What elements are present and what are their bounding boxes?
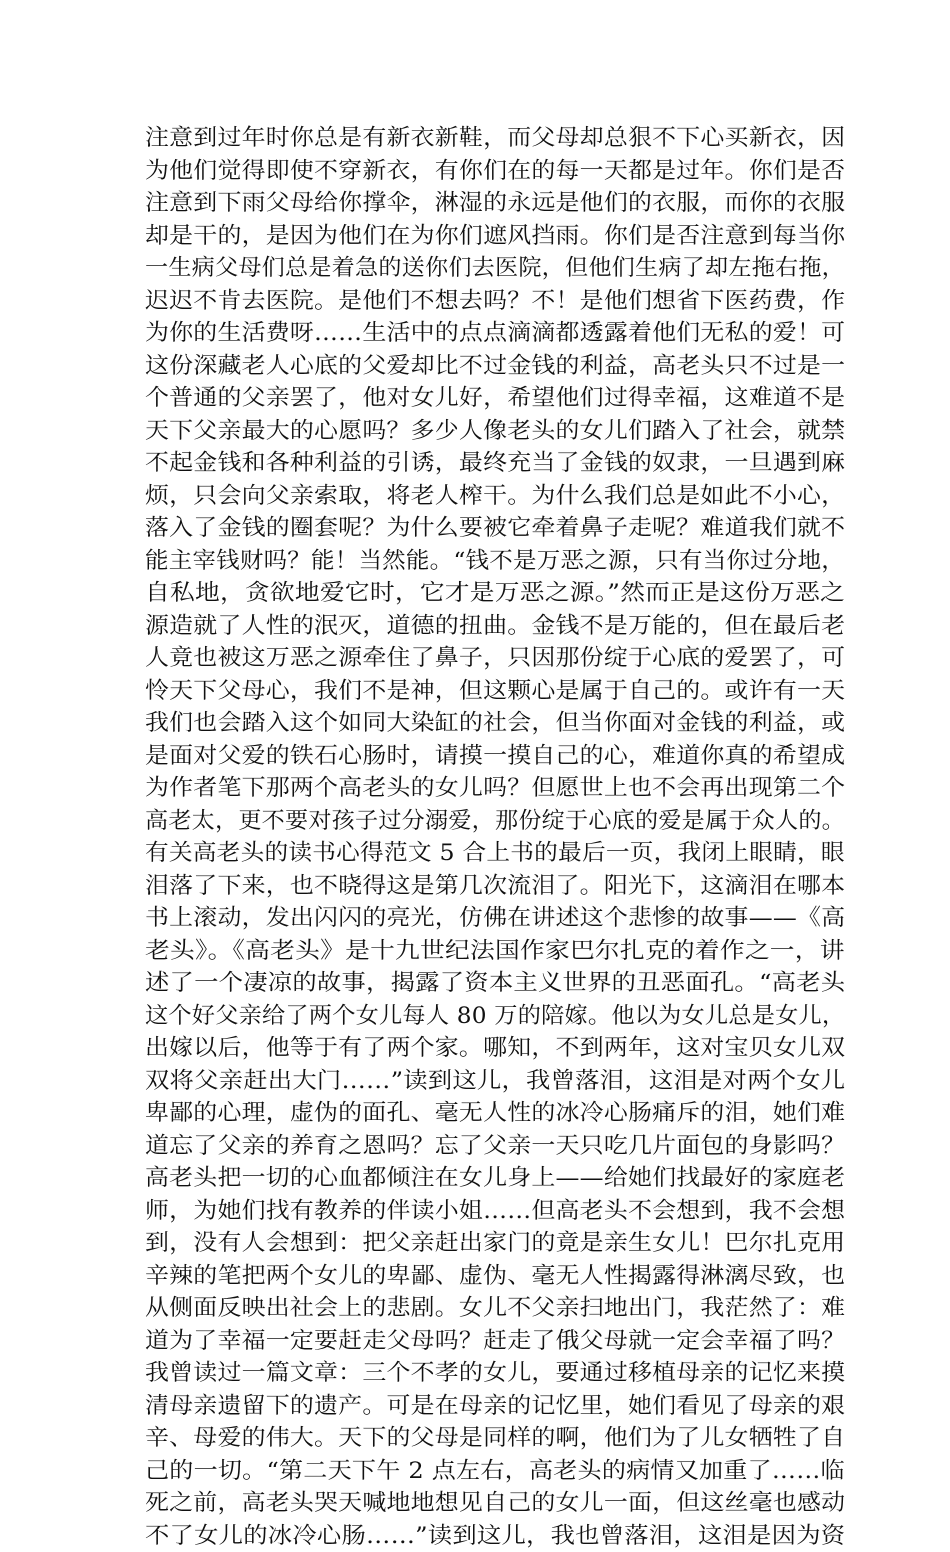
text-line: 出嫁以后，他等于有了两个家。哪知，不到两年，这对宝贝女儿双	[145, 1032, 890, 1065]
text-line: 烦，只会向父亲索取，将老人榨干。为什么我们总是如此不小心，	[145, 480, 890, 513]
text-line: 书上滚动，发出闪闪的亮光，仿佛在讲述这个悲惨的故事——《高	[145, 902, 890, 935]
text-line: 迟迟不肯去医院。是他们不想去吗？不！是他们想省下医药费，作	[145, 285, 890, 318]
text-line: 注意到下雨父母给你撑伞，淋湿的永远是他们的衣服，而你的衣服	[145, 187, 890, 220]
text-line: 能主宰钱财吗？能！当然能。“钱不是万恶之源，只有当你过分地，	[145, 545, 876, 578]
text-line: 师，为她们找有教养的伴读小姐……但高老头不会想到，我不会想	[145, 1195, 890, 1228]
text-line: 我曾读过一篇文章：三个不孝的女儿，要通过移植母亲的记忆来摸	[145, 1357, 890, 1390]
text-line: 辛、母爱的伟大。天下的父母是同样的啊，他们为了儿女牺牲了自	[145, 1422, 890, 1455]
text-line: 落入了金钱的圈套呢？为什么要被它牵着鼻子走呢？难道我们就不	[145, 512, 890, 545]
text-line: 天下父亲最大的心愿吗？多少人像老头的女儿们踏入了社会，就禁	[145, 415, 890, 448]
text-line: 老头》。《高老头》是十九世纪法国作家巴尔扎克的着作之一，讲	[145, 935, 915, 968]
text-line: 我们也会踏入这个如同大染缸的社会，但当你面对金钱的利益，或	[145, 707, 890, 740]
text-line: 为他们觉得即使不穿新衣，有你们在的每一天都是过年。你们是否	[145, 155, 890, 188]
text-line: 泪落了下来，也不晓得这是第几次流泪了。阳光下，这滴泪在哪本	[145, 870, 890, 903]
text-line: 高老太，更不要对孩子过分溺爱，那份绽于心底的爱是属于众人的。	[145, 805, 865, 838]
body-text	[145, 122, 845, 1552]
text-line: 自私地，贪欲地爱它时，它才是万恶之源。”然而正是这份万恶之	[145, 577, 915, 610]
text-line: 卑鄙的心理，虚伪的面孔、毫无人性的冰冷心肠痛斥的泪，她们难	[145, 1097, 890, 1130]
text-line: 到，没有人会想到：把父亲赶出家门的竟是亲生女儿！巴尔扎克用	[145, 1227, 890, 1260]
text-line: 高老头把一切的心血都倾注在女儿身上——给她们找最好的家庭老	[145, 1162, 890, 1195]
text-line: 有关高老头的读书心得范文 5 合上书的最后一页，我闭上眼睛，眼	[145, 837, 882, 870]
text-line: 道忘了父亲的养育之恩吗？忘了父亲一天只吃几片面包的身影吗？	[145, 1130, 890, 1163]
text-line: 死之前，高老头哭天喊地地想见自己的女儿一面，但这丝毫也感动	[145, 1487, 890, 1520]
text-line: 不了女儿的冰冷心肠……”读到这儿，我也曾落泪，这泪是因为资	[145, 1520, 902, 1552]
text-line: 却是干的，是因为他们在为你们遮风挡雨。你们是否注意到每当你	[145, 220, 890, 253]
text-line: 人竟也被这万恶之源牵住了鼻子，只因那份绽于心底的爱罢了，可	[145, 642, 890, 675]
text-line: 述了一个凄凉的故事，揭露了资本主义世界的丑恶面孔。“高老头	[145, 967, 902, 1000]
text-line: 从侧面反映出社会上的悲剧。女儿不父亲扫地出门，我茫然了：难	[145, 1292, 890, 1325]
text-line: 己的一切。“第二天下午 2 点左右，高老头的病情又加重了……临	[145, 1455, 894, 1488]
text-line: 清母亲遗留下的遗产。可是在母亲的记忆里，她们看见了母亲的艰	[145, 1390, 890, 1423]
text-line: 不起金钱和各种利益的引诱，最终充当了金钱的奴隶，一旦遇到麻	[145, 447, 890, 480]
text-line: 为你的生活费呀……生活中的点点滴滴都透露着他们无私的爱！可	[145, 317, 890, 350]
text-line: 辛辣的笔把两个女儿的卑鄙、虚伪、毫无人性揭露得淋漓尽致，也	[145, 1260, 890, 1293]
text-line: 一生病父母们总是着急的送你们去医院，但他们生病了却左拖右拖，	[145, 252, 865, 285]
text-line: 双将父亲赶出大门……”读到这儿，我曾落泪，这泪是对两个女儿	[145, 1065, 902, 1098]
text-line: 这个好父亲给了两个女儿每人 80 万的陪嫁。他以为女儿总是女儿，	[145, 1000, 867, 1033]
text-line: 这份深藏老人心底的父爱却比不过金钱的利益，高老头只不过是一	[145, 350, 890, 383]
text-line: 注意到过年时你总是有新衣新鞋，而父母却总狠不下心买新衣，因	[145, 122, 890, 155]
text-line: 为作者笔下那两个高老头的女儿吗？但愿世上也不会再出现第二个	[145, 772, 890, 805]
text-line: 道为了幸福一定要赶走父母吗？赶走了俄父母就一定会幸福了吗？	[145, 1325, 890, 1358]
text-line: 个普通的父亲罢了，他对女儿好，希望他们过得幸福，这难道不是	[145, 382, 890, 415]
text-line: 是面对父爱的铁石心肠时，请摸一摸自己的心，难道你真的希望成	[145, 740, 890, 773]
text-line: 怜天下父母心，我们不是神，但这颗心是属于自己的。或许有一天	[145, 675, 890, 708]
text-line: 源造就了人性的泯灭，道德的扭曲。金钱不是万能的，但在最后老	[145, 610, 890, 643]
